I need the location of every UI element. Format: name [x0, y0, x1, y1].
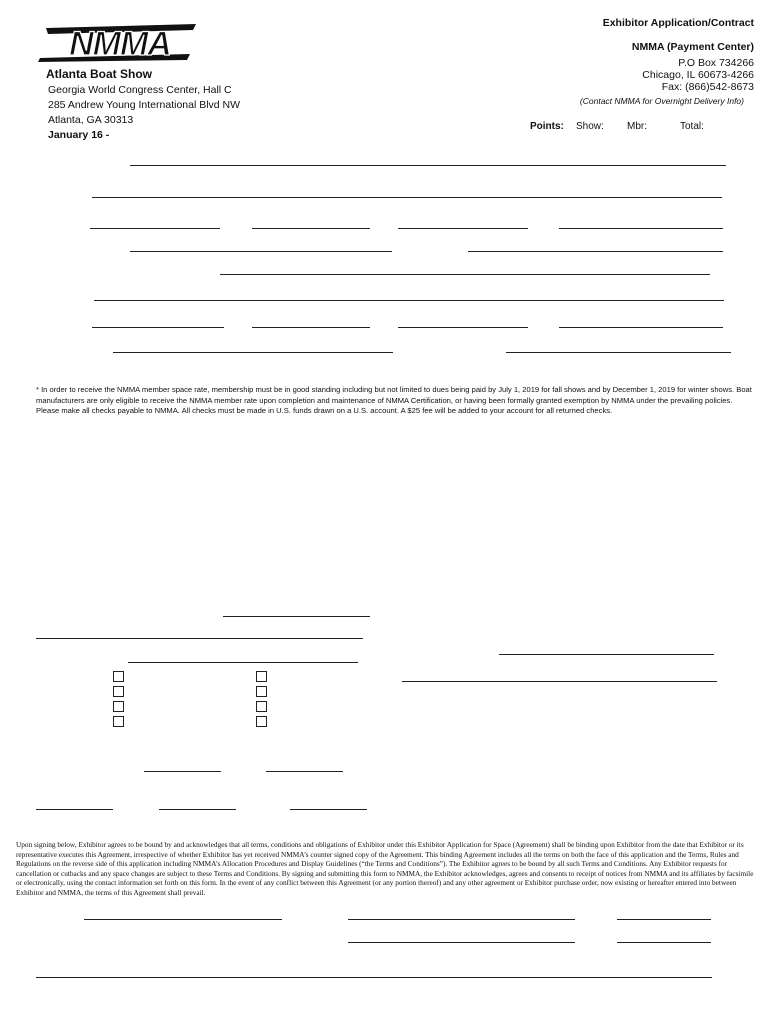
points-show-label: Show:: [576, 121, 604, 132]
form-field-line[interactable]: [144, 771, 221, 772]
checkbox[interactable]: [256, 686, 267, 697]
po-box: P.O Box 734266: [678, 57, 754, 69]
show-name: Atlanta Boat Show: [46, 67, 153, 81]
form-field-line[interactable]: [266, 771, 343, 772]
form-field-line[interactable]: [92, 327, 224, 328]
checkbox[interactable]: [256, 701, 267, 712]
checkbox[interactable]: [256, 716, 267, 727]
checkbox[interactable]: [113, 671, 124, 682]
membership-note: * In order to receive the NMMA member space rate, membership must be in good standing including but not limited to dues being paid by July 1, 2019 for fall shows and by December 1, 2019 for winter shows. Boat manufacturers are only eligible to receive the NMMA member rate upon completion and maintenance of NMMA Certification, or having been formally granted exemption by NMMA under the prevailing policies. Please make all checks payable to NMMA. All checks must be made in U.S. funds drawn on a U.S. account. A $25 fee will be added to your account for all returned checks.: [36, 385, 752, 416]
show-city: Atlanta, GA 30313: [48, 114, 134, 126]
form-field-line[interactable]: [559, 327, 723, 328]
checkbox[interactable]: [113, 686, 124, 697]
overnight-note: (Contact NMMA for Overnight Delivery Info): [579, 96, 744, 106]
form-field-line[interactable]: [223, 616, 370, 617]
form-field-line[interactable]: [499, 654, 714, 655]
agreement-text: Upon signing below, Exhibitor agrees to be bound by and acknowledges that all terms, conditions and obligations of Exhibitor under this Exhibitor Application for Space (Agreement) shall be binding upon Exhibitor from the date that Exhibitor or its representative executes this Agreement, irrespective of whether Exhibitor has yet received NMMA’s counter signed copy of the Agreement. This binding Agreement includes all the terms on both the face of this application and the Terms, Rules and Regulations on the reverse side of this application including NMMA’s Allocation Procedures and Display Guidelines (“the Terms and Conditions”). The Exhibitor agrees to be bound by all such Terms and Conditions. Any Exhibitor requests for cancellation or cutbacks and any space changes are subject to these Terms and Conditions. By signing and submitting this form to NMMA, the Exhibitor acknowledges, agrees and consents to receipt of notices from NMMA and its affiliates by facsimile or electronically, using the contact information set forth on this form. In the event of any conflict between this Agreement (or any portion thereof) and any other agreement or Exhibitor purchase order, now existing or hereafter entered into between Exhibitor and NMMA, the terms of this Agreement shall prevail.: [16, 840, 754, 897]
form-field-line[interactable]: [398, 327, 528, 328]
form-field-line[interactable]: [130, 165, 726, 166]
form-field-line[interactable]: [90, 228, 220, 229]
signature-line[interactable]: [348, 919, 575, 920]
form-field-line[interactable]: [220, 274, 710, 275]
city-address: Chicago, IL 60673-4266: [642, 69, 754, 81]
form-field-line[interactable]: [398, 228, 528, 229]
form-field-line[interactable]: [468, 251, 723, 252]
form-field-line[interactable]: [559, 228, 723, 229]
form-field-line[interactable]: [94, 300, 724, 301]
form-title: Exhibitor Application/Contract: [602, 17, 754, 29]
form-field-line[interactable]: [36, 977, 712, 978]
form-field-line[interactable]: [92, 197, 722, 198]
form-field-line[interactable]: [252, 327, 370, 328]
form-field-line[interactable]: [506, 352, 731, 353]
show-street: 285 Andrew Young International Blvd NW: [48, 99, 241, 111]
show-date: January 16 -: [48, 129, 110, 141]
points-label: Points:: [530, 121, 564, 132]
logo-text: NMMA: [69, 25, 171, 63]
form-field-line[interactable]: [159, 809, 236, 810]
form-field-line[interactable]: [36, 638, 363, 639]
form-field-line[interactable]: [402, 681, 717, 682]
points-mbr-label: Mbr:: [627, 121, 647, 132]
form-field-line[interactable]: [252, 228, 370, 229]
form-field-line[interactable]: [36, 809, 113, 810]
signature-line[interactable]: [84, 919, 282, 920]
date-line[interactable]: [617, 919, 711, 920]
points-total-label: Total:: [680, 121, 704, 132]
nmma-logo: [36, 22, 204, 64]
signature-line[interactable]: [348, 942, 575, 943]
form-field-line[interactable]: [290, 809, 367, 810]
checkbox[interactable]: [113, 716, 124, 727]
payment-center: NMMA (Payment Center): [631, 41, 754, 53]
checkbox[interactable]: [256, 671, 267, 682]
checkbox[interactable]: [113, 701, 124, 712]
form-field-line[interactable]: [113, 352, 393, 353]
form-field-line[interactable]: [130, 251, 392, 252]
fax-number: Fax: (866)542-8673: [661, 81, 754, 93]
show-venue: Georgia World Congress Center, Hall C: [48, 84, 232, 96]
date-line[interactable]: [617, 942, 711, 943]
form-field-line[interactable]: [128, 662, 358, 663]
